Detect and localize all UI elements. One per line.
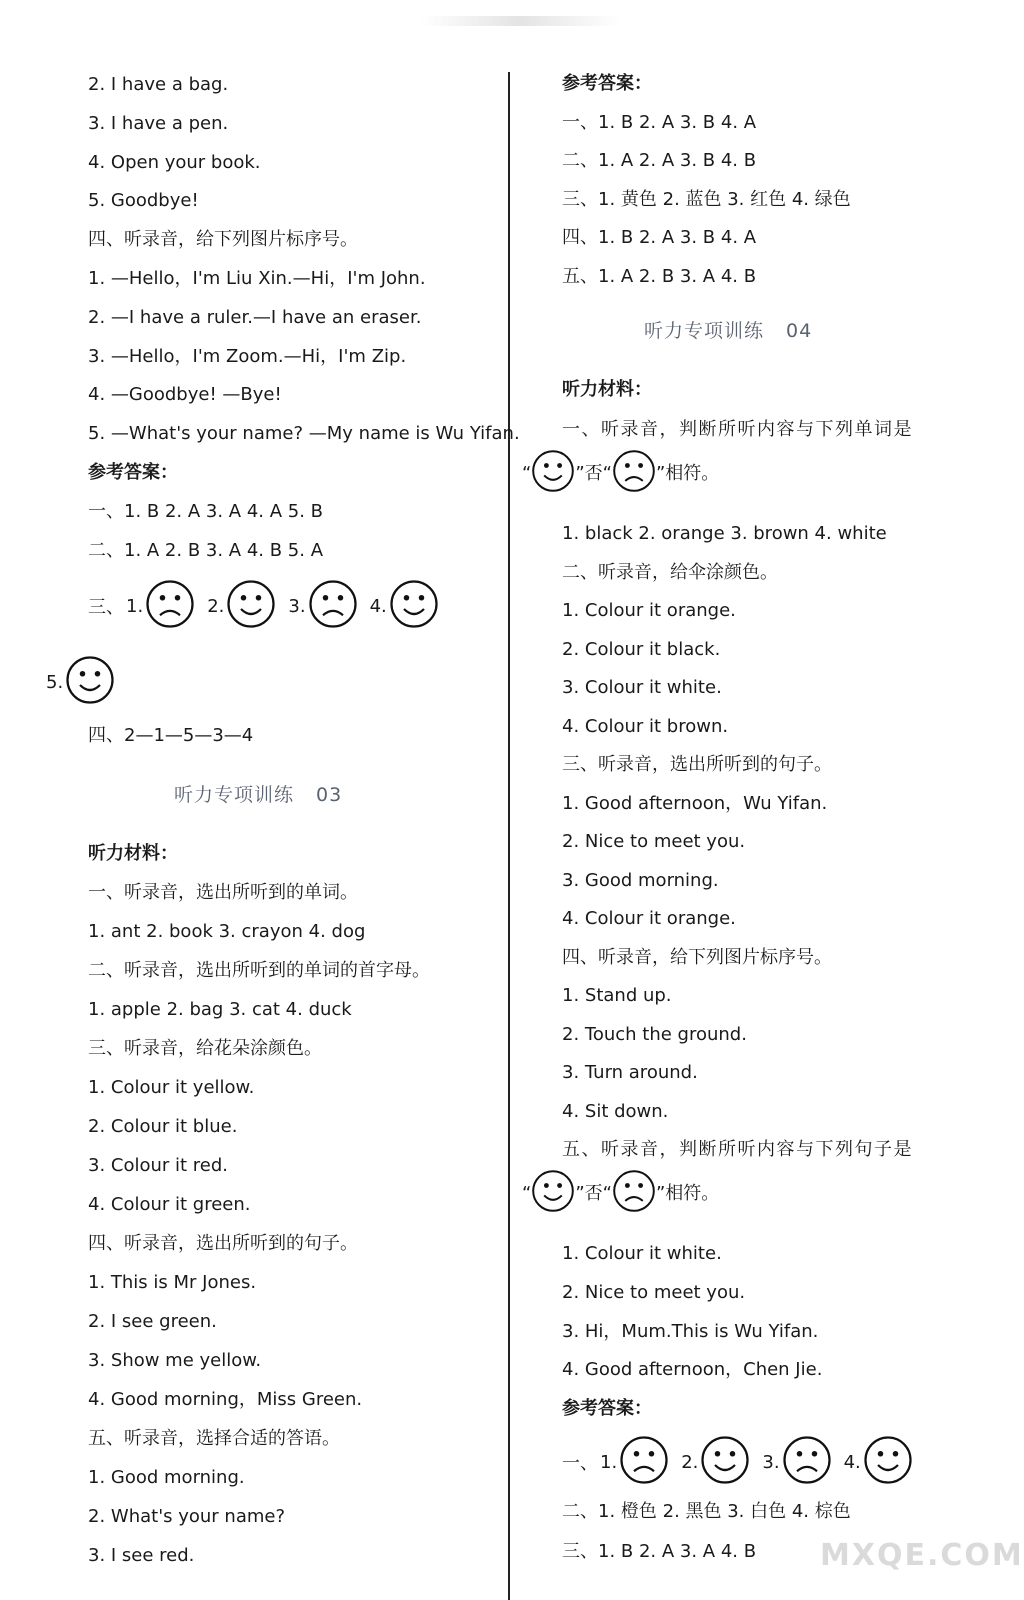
text-line: 1. apple 2. bag 3. cat 4. duck — [88, 999, 352, 1020]
text-line: 4. Colour it brown. — [562, 715, 729, 737]
face-wrapper — [863, 1435, 913, 1489]
sad-face-icon — [619, 1435, 669, 1485]
question-line-faces — [522, 1170, 719, 1218]
section-heading — [644, 318, 812, 344]
text-line: 3. Colour it white. — [562, 677, 722, 698]
text-line: 四、1. B 2. A 3. B 4. A — [562, 227, 757, 249]
text-line: 2. What's your name? — [88, 1506, 286, 1527]
text-line: 2. I have a bag. — [88, 74, 229, 95]
answer-number: 3. — [762, 1451, 780, 1473]
question-text: ”否“ — [575, 463, 612, 484]
text-line: 2. —I have a ruler.—I have an eraser. — [88, 306, 422, 328]
text-line: 4. Good afternoon，Chen Jie. — [562, 1359, 823, 1381]
sad-face-icon — [308, 579, 358, 629]
text-line: 参考答案： — [562, 73, 652, 94]
scan-header-smudge — [420, 16, 620, 26]
answer-number: 2. — [681, 1451, 699, 1473]
text-line: 3. Colour it red. — [88, 1155, 229, 1176]
face-wrapper — [308, 579, 358, 633]
quote-mark: “ — [522, 1183, 532, 1204]
answer-number: 4. — [843, 1451, 861, 1473]
text-line: 5. —What's your name? —My name is Wu Yifan. — [88, 423, 520, 445]
happy-face-icon — [531, 1169, 575, 1213]
order-answer: 四、2—1—5—3—4 — [88, 725, 254, 746]
text-line: 二、1. 橙色 2. 黑色 3. 白色 4. 棕色 — [562, 1501, 851, 1522]
row-prefix: 三、 — [88, 597, 124, 618]
text-line: 3. I have a pen. — [88, 112, 229, 134]
text-line: 3. Show me yellow. — [88, 1350, 262, 1371]
text-line: 3. Good morning. — [562, 869, 719, 891]
text-line: 四、听录音，选出所听到的句子。 — [88, 1233, 358, 1254]
text-line: 1. This is Mr Jones. — [88, 1272, 257, 1293]
face-wrapper — [782, 1435, 832, 1489]
face-wrapper — [619, 1435, 669, 1489]
face-wrapper — [226, 579, 276, 633]
text-line: 4. Sit down. — [562, 1100, 669, 1122]
face-wrapper — [612, 1169, 656, 1220]
face-wrapper — [145, 579, 195, 633]
happy-face-icon — [863, 1435, 913, 1485]
text-line: 1. —Hello，I'm Liu Xin.—Hi，I'm John. — [88, 268, 426, 289]
face-wrapper — [389, 579, 439, 633]
answer-number: 5. — [46, 671, 64, 693]
text-line: 2. Touch the ground. — [562, 1023, 747, 1045]
text-line: 1. ant 2. book 3. crayon 4. dog — [88, 921, 366, 942]
quote-mark: “ — [522, 463, 532, 484]
text-line: 2. Colour it black. — [562, 638, 721, 660]
section-title: 听力专项训练 — [644, 320, 765, 342]
face-wrapper — [700, 1435, 750, 1489]
answer-number: 1. — [600, 1451, 618, 1473]
section-title: 听力专项训练 — [174, 784, 295, 806]
text-line: 2. Nice to meet you. — [562, 1281, 746, 1303]
text-line: 3. —Hello，I'm Zoom.—Hi，I'm Zip. — [88, 345, 407, 367]
text-line: 听力材料： — [88, 843, 178, 864]
text-line: 1. Colour it white. — [562, 1243, 722, 1264]
text-line: 1. Good afternoon，Wu Yifan. — [562, 792, 828, 814]
sad-face-icon — [145, 579, 195, 629]
text-line: 3. Hi，Mum.This is Wu Yifan. — [562, 1320, 819, 1342]
sad-face-icon — [782, 1435, 832, 1485]
question-text: ”相符。 — [655, 463, 720, 484]
question-line-faces — [522, 450, 719, 498]
section-number: 03 — [316, 784, 343, 806]
watermark: MXQE.COM — [820, 1538, 1024, 1573]
text-line: 二、听录音，给伞涂颜色。 — [562, 561, 778, 583]
text-line: 4. Colour it green. — [88, 1194, 251, 1215]
text-line: 一、1. B 2. A 3. B 4. A — [562, 111, 757, 133]
text-line: 四、听录音，给下列图片标序号。 — [88, 229, 358, 251]
text-line: 五、1. A 2. B 3. A 4. B — [562, 266, 757, 287]
sad-face-icon — [612, 1169, 656, 1213]
answer-faces-row — [562, 1436, 925, 1488]
answer-faces-row — [88, 580, 451, 632]
section-number: 04 — [786, 320, 813, 342]
text-line: 4. Open your book. — [88, 151, 261, 173]
answer-number: 4. — [369, 595, 387, 617]
section-heading — [174, 782, 342, 808]
text-line: 4. Good morning，Miss Green. — [88, 1389, 363, 1410]
text-line: 1. Good morning. — [88, 1467, 245, 1488]
text-line: 五、听录音，选择合适的答语。 — [88, 1428, 340, 1449]
text-line: 1. Colour it orange. — [562, 600, 736, 621]
happy-face-icon — [65, 655, 115, 705]
text-line: 2. I see green. — [88, 1311, 217, 1332]
face-wrapper — [612, 449, 656, 500]
question-line: 一、听录音，判断所听内容与下列单词是 — [562, 419, 913, 440]
text-line: 5. Goodbye! — [88, 190, 199, 212]
text-line: 参考答案： — [562, 1398, 652, 1420]
happy-face-icon — [700, 1435, 750, 1485]
text-line: 一、听录音，选出所听到的单词。 — [88, 882, 358, 903]
materials-label: 听力材料： — [562, 379, 652, 400]
face-wrapper — [531, 449, 575, 500]
text-line: 二、1. A 2. A 3. B 4. B — [562, 150, 757, 172]
text-line: 4. Colour it orange. — [562, 908, 736, 929]
happy-face-icon — [389, 579, 439, 629]
text-line: 3. I see red. — [88, 1545, 195, 1566]
text-line: 一、1. B 2. A 3. A 4. A 5. B — [88, 500, 324, 522]
answer-number: 1. — [126, 595, 144, 617]
column-divider — [508, 72, 510, 1600]
question-text: ”否“ — [575, 1183, 612, 1204]
text-line: 二、听录音，选出所听到的单词的首字母。 — [88, 960, 430, 981]
question-line: 五、听录音，判断所听内容与下列句子是 — [562, 1139, 913, 1160]
text-line: 二、1. A 2. B 3. A 4. B 5. A — [88, 539, 324, 561]
row-prefix: 一、 — [562, 1453, 598, 1474]
text-line: 三、1. B 2. A 3. A 4. B — [562, 1541, 757, 1562]
text-line: 1. Stand up. — [562, 985, 672, 1006]
text-line: 四、听录音，给下列图片标序号。 — [562, 946, 832, 968]
face-wrapper — [531, 1169, 575, 1220]
face-wrapper — [65, 655, 115, 709]
answer-number: 2. — [207, 595, 225, 617]
answer-faces-row — [46, 656, 127, 708]
text-line: 1. Colour it yellow. — [88, 1077, 255, 1098]
text-line: 1. black 2. orange 3. brown 4. white — [562, 523, 887, 544]
text-line: 三、听录音，选出所听到的句子。 — [562, 754, 832, 775]
sad-face-icon — [612, 449, 656, 493]
text-line: 2. Colour it blue. — [88, 1116, 238, 1137]
question-text: ”相符。 — [655, 1183, 720, 1204]
text-line: 3. Turn around. — [562, 1062, 698, 1083]
text-line: 三、听录音，给花朵涂颜色。 — [88, 1038, 322, 1059]
text-line: 参考答案： — [88, 462, 178, 483]
happy-face-icon — [531, 449, 575, 493]
happy-face-icon — [226, 579, 276, 629]
text-line: 三、1. 黄色 2. 蓝色 3. 红色 4. 绿色 — [562, 188, 851, 210]
text-line: 2. Nice to meet you. — [562, 831, 746, 852]
text-line: 4. —Goodbye! —Bye! — [88, 384, 282, 406]
answer-number: 3. — [288, 595, 306, 617]
